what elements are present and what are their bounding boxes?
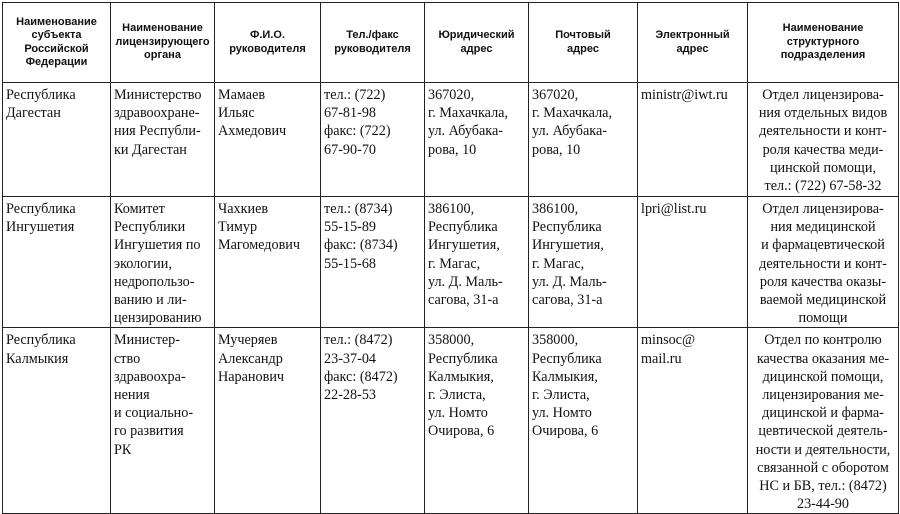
department-cell: Отдел лицензирова- ния отдельных видов деятельности и конт- роля качества меди- цинской помощи, тел.: (722) 67-58-32 — [748, 83, 899, 197]
header-cell-email: Электронный адрес — [638, 3, 748, 83]
email-cell: lpri@list.ru — [638, 197, 748, 328]
email-cell: ministr@iwt.ru — [638, 83, 748, 197]
header-cell-department: Наименование структурного подразделения — [748, 3, 899, 83]
phone-cell: тел.: (722) 67-81-98 факс: (722) 67-90-70 — [321, 83, 425, 197]
authority-cell: Министер- ство здравоохра- нения и социально- го развития РК — [111, 328, 215, 514]
region-cell: Республика Калмыкия — [3, 328, 111, 514]
postal-address-cell: 367020, г. Махачкала, ул. Абубака- рова, 10 — [529, 83, 638, 197]
header-cell-head-name: Ф.И.О. руководителя — [215, 3, 321, 83]
head-name-cell: Мамаев Ильяс Ахмедович — [215, 83, 321, 197]
department-cell: Отдел по контролю качества оказания ме- дицинской помощи, лицензирования ме- дицинской и фарма- цевтической деятель- ности и деятельности, связанной с оборотом НС и БВ, тел.: (8472) 23-44-90 — [748, 328, 899, 514]
authority-cell: Комитет Республики Ингушетия по экологии, недропользо- ванию и ли- цензированию — [111, 197, 215, 328]
phone-cell: тел.: (8734) 55-15-89 факс: (8734) 55-15-68 — [321, 197, 425, 328]
table-row — [3, 83, 899, 197]
licensing-authorities-table — [2, 2, 899, 514]
header-cell-authority: Наименование лицензирующего органа — [111, 3, 215, 83]
legal-address-cell: 358000, Республика Калмыкия, г. Элиста, ул. Номто Очирова, 6 — [425, 328, 529, 514]
table-row — [3, 197, 899, 328]
region-cell: Республика Ингушетия — [3, 197, 111, 328]
table-row — [3, 328, 899, 514]
email-cell: minsoc@ mail.ru — [638, 328, 748, 514]
legal-address-cell: 367020, г. Махачкала, ул. Абубака- рова, 10 — [425, 83, 529, 197]
table-header-row — [3, 3, 899, 83]
header-cell-legal-address: Юридический адрес — [425, 3, 529, 83]
header-cell-region: Наименование субъекта Российской Федерации — [3, 3, 111, 83]
header-cell-phone-fax: Тел./факс руководителя — [321, 3, 425, 83]
head-name-cell: Чахкиев Тимур Магомедович — [215, 197, 321, 328]
region-cell: Республика Дагестан — [3, 83, 111, 197]
header-cell-postal-address: Почтовый адрес — [529, 3, 638, 83]
authority-cell: Министерство здравоохране- ния Республи- ки Дагестан — [111, 83, 215, 197]
department-cell: Отдел лицензирова- ния медицинской и фармацевтической деятельности и конт- роля качества оказы- ваемой медицинской помощи — [748, 197, 899, 328]
postal-address-cell: 358000, Республика Калмыкия, г. Элиста, ул. Номто Очирова, 6 — [529, 328, 638, 514]
postal-address-cell: 386100, Республика Ингушетия, г. Магас, ул. Д. Маль- сагова, 31-а — [529, 197, 638, 328]
legal-address-cell: 386100, Республика Ингушетия, г. Магас, ул. Д. Маль- сагова, 31-а — [425, 197, 529, 328]
head-name-cell: Мучеряев Александр Наранович — [215, 328, 321, 514]
phone-cell: тел.: (8472) 23-37-04 факс: (8472) 22-28-53 — [321, 328, 425, 514]
